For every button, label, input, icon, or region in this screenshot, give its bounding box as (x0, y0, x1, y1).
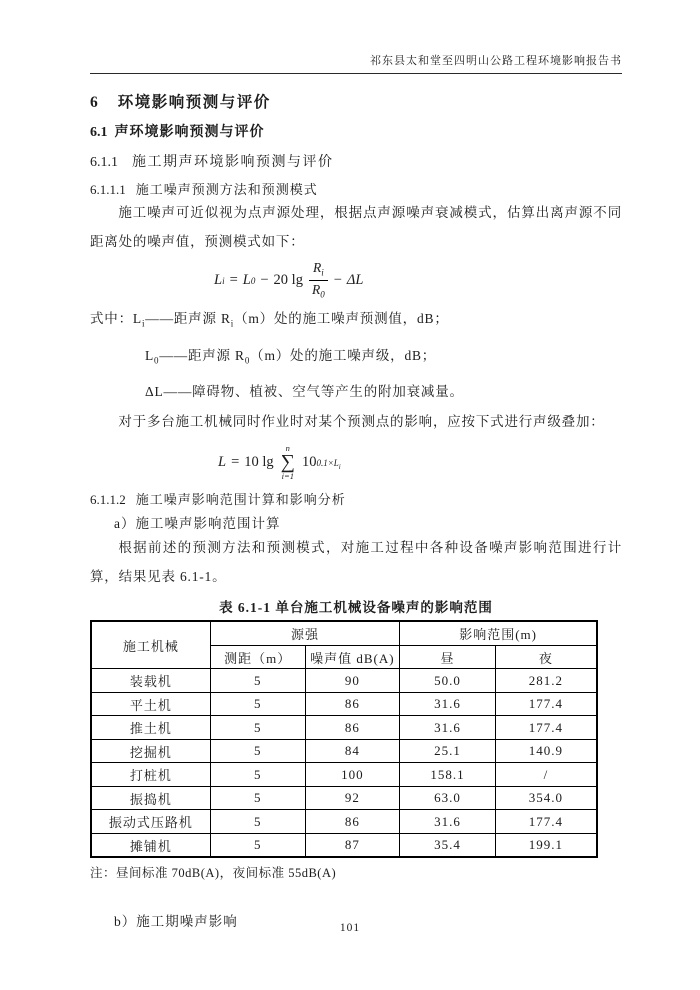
heading-number: 6.1.1 (90, 155, 118, 170)
summation-symbol (281, 444, 295, 482)
cell-noise: 86 (305, 810, 400, 834)
formula-legend (90, 303, 622, 407)
cell-day: 63.0 (400, 786, 496, 810)
cell-day: 35.4 (400, 833, 496, 857)
legend-line-L0: $L_0——$距声源 $R_0(m)$处的施工噪声级，dB； (145, 347, 437, 366)
cell-night: 140.9 (495, 739, 597, 763)
cell-noise: 84 (305, 739, 400, 763)
cell-day: 25.1 (400, 739, 496, 763)
heading-text: 声环境影响预测与评价 (114, 125, 265, 140)
heading-6-1 (90, 121, 622, 141)
subheading-a: a）施工噪声影响范围计算 (114, 516, 281, 532)
table-row (91, 833, 597, 857)
cell-distance: 5 (210, 833, 305, 857)
cell-day: 50.0 (400, 669, 496, 693)
paragraph-superposition: 对于多台施工机械同时作业时对某个预测点的影响，应按下式进行声级叠加： (118, 414, 605, 430)
cell-distance: 5 (210, 716, 305, 740)
heading-number: 6.1 (90, 125, 108, 140)
cell-machine: 振捣机 (91, 786, 210, 810)
cell-day: 31.6 (400, 810, 496, 834)
sum-upper-limit: n (285, 442, 290, 453)
noise-impact-table (90, 620, 598, 858)
cell-night: 354.0 (495, 786, 597, 810)
cell-night: 177.4 (495, 692, 597, 716)
table-caption: 表 6.1-1 单台施工机械设备噪声的影响范围 (219, 600, 493, 616)
column-header-machine: 施工机械 (91, 621, 210, 669)
equals-sign: = (229, 271, 238, 288)
power-term: 10 $0.1\times L_i$ (301, 453, 341, 471)
cell-noise: 92 (305, 786, 400, 810)
attenuation-formula (214, 259, 622, 301)
column-group-range: 影响范围(m) (400, 621, 597, 645)
formula-lhs: L i (214, 271, 225, 288)
document-header-title: 祁东县太和堂至四明山公路工程环境影响报告书 (90, 52, 622, 74)
cell-noise: 86 (305, 692, 400, 716)
table-row (91, 716, 597, 740)
cell-day: 31.6 (400, 692, 496, 716)
cell-machine: 推土机 (91, 716, 210, 740)
table-row (91, 786, 597, 810)
page-number: 101 (339, 922, 361, 934)
cell-night: / (495, 763, 597, 787)
column-header-day: 昼 (400, 645, 496, 669)
fraction-numerator: $R_i$ (309, 260, 328, 280)
sigma-icon: ∑ (280, 450, 295, 473)
heading-text: 施工噪声预测方法和预测模式 (135, 182, 318, 197)
cell-distance: 5 (210, 810, 305, 834)
minus-sign: − (333, 271, 342, 288)
heading-6-1-1-1 (90, 179, 622, 198)
cell-machine: 平土机 (91, 692, 210, 716)
cell-night: 199.1 (495, 833, 597, 857)
cell-machine: 振动式压路机 (91, 810, 210, 834)
paragraph-table-intro: 根据前述的预测方法和预测模式，对施工过程中各种设备噪声影响范围进行计算，结果见表 6.1-1。 (90, 540, 622, 585)
table-note: 注：昼间标准 70dB(A)，夜间标准 55dB(A) (90, 866, 337, 881)
heading-6-1-1 (90, 151, 622, 171)
table-row (91, 810, 597, 834)
table-row (91, 739, 597, 763)
column-header-night: 夜 (495, 645, 597, 669)
cell-noise: 90 (305, 669, 400, 693)
cell-day: 158.1 (400, 763, 496, 787)
table-header-row-groups (91, 621, 597, 645)
cell-machine: 打桩机 (91, 763, 210, 787)
cell-day: 31.6 (400, 716, 496, 740)
heading-text: 施工噪声影响范围计算和影响分析 (135, 492, 346, 508)
heading-text: 环境影响预测与评价 (117, 94, 271, 111)
legend-line-Li: 式中：$L_i——$距声源 $R_i(m)$处的施工噪声预测值，dB； (90, 311, 449, 329)
heading-text: 施工期声环境影响预测与评价 (132, 155, 334, 170)
subheading-b: b）施工期噪声影响 (114, 914, 238, 930)
heading-number: 6 (90, 94, 98, 111)
cell-distance: 5 (210, 763, 305, 787)
minus-sign: − (260, 271, 269, 288)
cell-noise: 100 (305, 763, 400, 787)
log-coefficient: 10 lg (244, 453, 274, 470)
cell-noise: 86 (305, 716, 400, 740)
cell-night: 177.4 (495, 810, 597, 834)
cell-machine: 挖掘机 (91, 739, 210, 763)
formula-source-level: L 0 (242, 271, 256, 288)
column-group-source: 源强 (210, 621, 399, 645)
cell-machine: 装载机 (91, 669, 210, 693)
cell-noise: 87 (305, 833, 400, 857)
cell-distance: 5 (210, 669, 305, 693)
cell-machine: 摊铺机 (91, 833, 210, 857)
heading-number: 6.1.1.2 (90, 492, 126, 508)
table-row (91, 763, 597, 787)
heading-number: 6.1.1.1 (90, 182, 126, 197)
heading-chapter-6 (90, 90, 622, 112)
legend-line-deltaL: ΔL——障碍物、植被、空气等产生的附加衰减量。 (145, 384, 464, 400)
equals-sign: = (231, 453, 240, 470)
distance-ratio-fraction (309, 260, 328, 299)
cell-distance: 5 (210, 692, 305, 716)
superposition-formula (218, 439, 622, 485)
cell-distance: 5 (210, 786, 305, 810)
column-header-distance: 测距（m） (210, 645, 305, 669)
cell-night: 281.2 (495, 669, 597, 693)
log-coefficient: 20 lg (273, 271, 303, 288)
column-header-noise: 噪声值 dB(A) (305, 645, 400, 669)
sum-lower-limit: i=1 (281, 470, 294, 481)
table-row (91, 692, 597, 716)
cell-distance: 5 (210, 739, 305, 763)
heading-6-1-1-2 (90, 491, 622, 509)
cell-night: 177.4 (495, 716, 597, 740)
formula-lhs: L (218, 453, 227, 470)
table-row (91, 669, 597, 693)
fraction-denominator: $R_0$ (311, 281, 325, 300)
attenuation-term: ΔL (346, 271, 364, 288)
paragraph-prediction-method: 施工噪声可近似视为点声源处理，根据点声源噪声衰减模式，估算出离声源不同距离处的噪声值，预测模式如下： (90, 205, 622, 249)
